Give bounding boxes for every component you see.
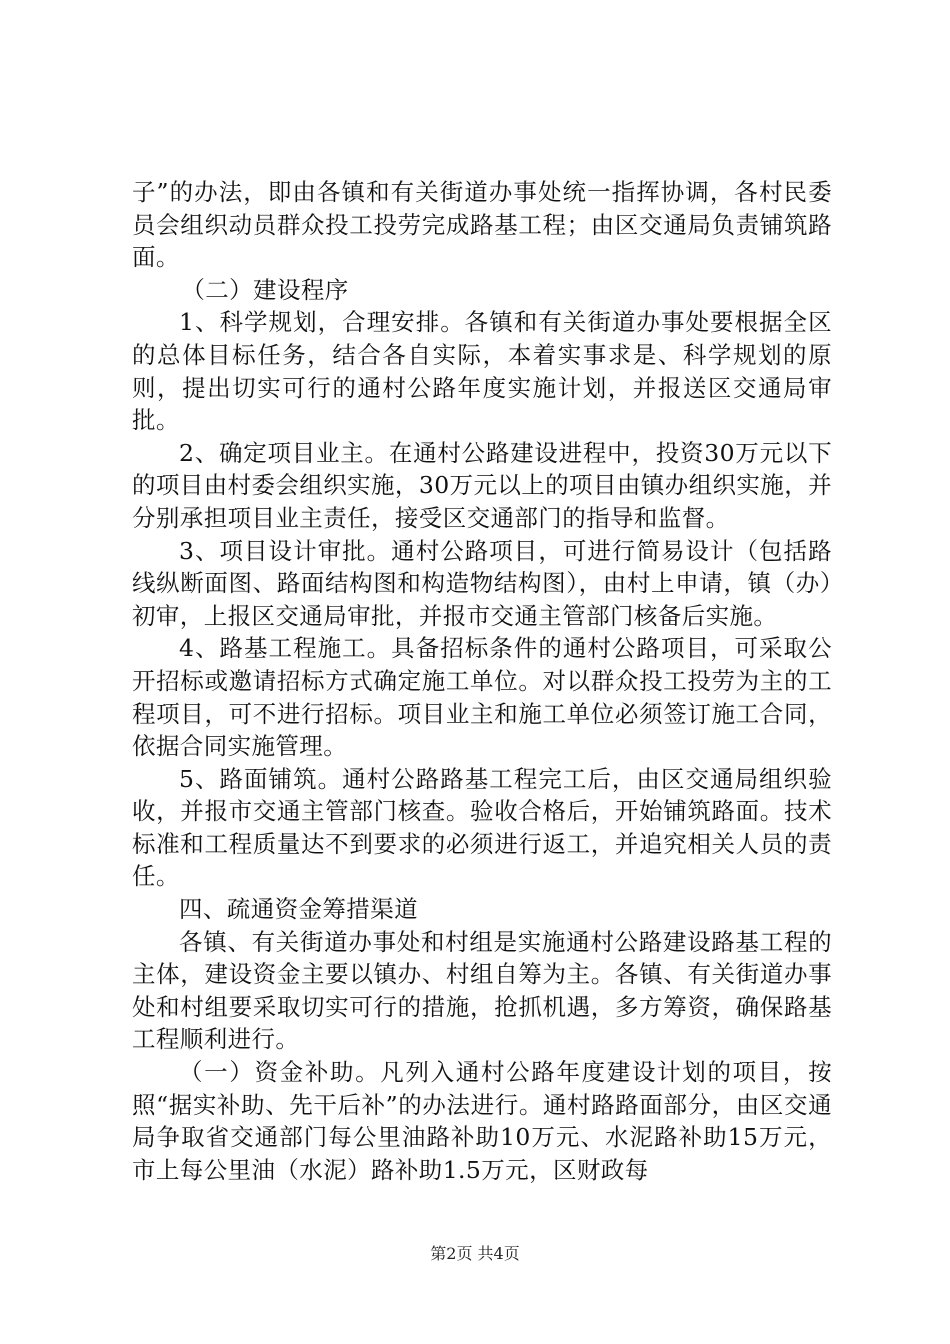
paragraph-continuation: 子”的办法，即由各镇和有关街道办事处统一指挥协调，各村民委员会组织动员群众投工投劳完成路基工程；由区交通局负责铺筑路面。 [132,178,832,272]
paragraph-item-2-project-owner: 2、确定项目业主。在通村公路建设进程中，投资30万元以下的项目由村委会组织实施，30万元以上的项目由镇办组织实施，并分别承担项目业主责任，接受区交通部门的指导和监督。 [132,438,832,532]
paragraph-item-1-planning: 1、科学规划，合理安排。各镇和有关街道办事处要根据全区的总体目标任务，结合各自实际，本着实事求是、科学规划的原则，提出切实可行的通村公路年度实施计划，并报送区交通局审批。 [132,308,832,435]
page-number-footer: 第2页 共4页 [430,1244,520,1263]
document-body [132,176,832,1186]
section-heading-funding-channels: 四、疏通资金筹措渠道 [179,895,418,924]
paragraph-item-4-roadbed-construction: 4、路基工程施工。具备招标条件的通村公路项目，可采取公开招标或邀请招标方式确定施工单位。对以群众投工投劳为主的工程项目，可不进行招标。项目业主和施工单位必须签订施工合同，依据合同实施管理。 [132,634,832,761]
paragraph-item-3-design-approval: 3、项目设计审批。通村公路项目，可进行简易设计（包括路线纵断面图、路面结构图和构造物结构图），由村上申请，镇（办）初审，上报区交通局审批，并报市交通主管部门核备后实施。 [132,536,832,630]
section-heading-construction-procedure: （二）建设程序 [181,275,349,304]
paragraph-funding-main-body: 各镇、有关街道办事处和村组是实施通村公路建设路基工程的主体，建设资金主要以镇办、村组自筹为主。各镇、有关街道办事处和村组要采取切实可行的措施，抢抓机遇，多方筹资，确保路基工程顺利进行。 [132,927,832,1054]
paragraph-item-5-paving: 5、路面铺筑。通村公路路基工程完工后，由区交通局组织验收，并报市交通主管部门核查。验收合格后，开始铺筑路面。技术标准和工程质量达不到要求的必须进行返工，并追究相关人员的责任。 [132,764,832,891]
paragraph-funding-subsidy: （一）资金补助。凡列入通村公路年度建设计划的项目，按照“据实补助、先干后补”的办法进行。通村路路面部分，由区交通局争取省交通部门每公里油路补助10万元、水泥路补助15万元，市上每公里油（水泥）路补助1.5万元，区财政每 [132,1058,832,1184]
